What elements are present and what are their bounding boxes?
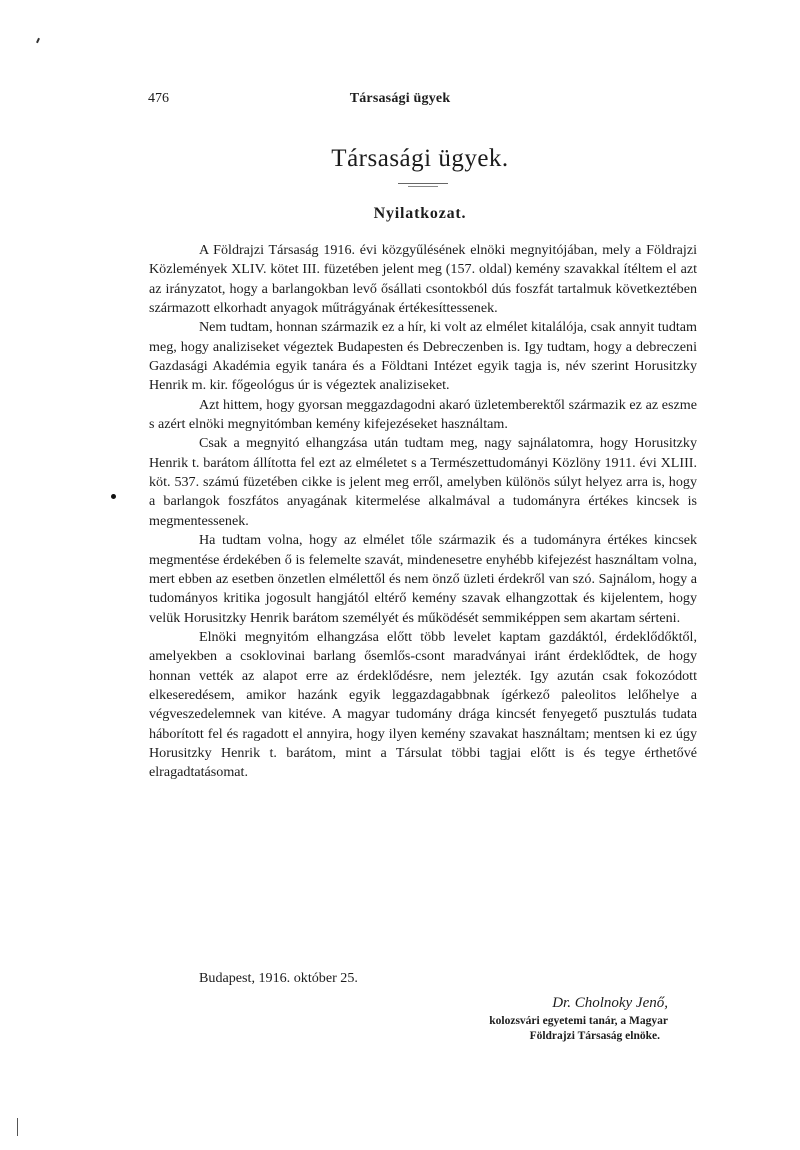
- article-body: [149, 241, 697, 783]
- scan-mark-top: [36, 38, 40, 43]
- paragraph-3: Azt hittem, hogy gyorsan meggazdagodni akaró üzletemberektől származik ez az eszme s azért elnöki megnyitómban kemény kifejezéseket használtam.: [149, 396, 697, 433]
- paragraph-5: Ha tudtam volna, hogy az elmélet tőle származik és a tudományra értékes kincsek megmentése érdekében ő is felemelte szavát, mindenesetre enyhébb kifejezést használtam volna, mert ebben az esetben önzetlen elmélettől és nem önző üzleti érdekről van szó. Sajnálom, hogy a tudományos kritika jogosult hangjától eltérő kemény szavak elhangzottak és kijelentem, hogy velük Horusitzky Henrik barátom személyét és működését semmiképpen sem akartam sérteni.: [149, 532, 697, 626]
- scan-speck: [111, 494, 116, 499]
- signature-name: Dr. Cholnoky Jenő,: [552, 995, 668, 1011]
- paragraph-4: Csak a megnyitó elhangzása után tudtam meg, nagy sajnálatomra, hogy Horusitzky Henrik t. barátom állította fel ezt az elméletet s a Természettudományi Közlöny 1911. évi XLIII. köt. 537. számú füzetében cikke is jelent meg erről, amelyben különös súlyt helyez arra is, hogy a barlangok foszfátos anyagának kitermelése alkalmával a tudományra értékes kincsek is megmentessenek.: [149, 435, 697, 529]
- page-number: 476: [148, 91, 169, 106]
- signature-title-line-2: Földrajzi Társaság elnöke.: [529, 1030, 660, 1042]
- paragraph-6: Elnöki megnyitóm elhangzása előtt több levelet kaptam gazdáktól, érdeklődőktől, amelyekben a csoklovinai barlang ősemlős-csont maradványai iránt érdeklődtek, de hogy honnan vették az alapot erre az érdeklődésre, nem jelezték. Igy azután csak fokozódott elkeseredésem, amikor hazánk egyik leggazdagabbnak ígérkező paleolitos lelőhelye a végveszedelemnek van kitéve. A magyar tudomány drága kincsét fenyegető pusztulás tudata háborított fel és ragadott el annyira, hogy ilyen kemény szavakat használtam; mentsen ki ez úgy Horusitzky Henrik t. barátom, mint a Társulat többi tagjai előtt is és tegye érthetővé elragadtatásomat.: [149, 628, 697, 781]
- running-head: Társasági ügyek: [349, 91, 451, 106]
- paragraph-2: Nem tudtam, honnan származik ez a hír, ki volt az elmélet kitalálója, csak annyit tudtam meg, hogy analiziseket végeztek Budapesten és Debreczenben is. Igy tudtam, hogy a debreczeni Gazdasági Akadémia egyik tanára és a Földtani Intézet egyik tagja is, név szerint Horusitzky Henrik m. kir. főgeológus úr is végeztek analiziseket.: [149, 319, 697, 394]
- title-divider-short: [408, 186, 438, 187]
- page-title: Társasági ügyek.: [331, 145, 509, 172]
- scan-mark-left: [17, 1118, 18, 1136]
- title-divider: [398, 183, 448, 184]
- signature-title-line-1: kolozsvári egyetemi tanár, a Magyar: [489, 1015, 668, 1027]
- section-title: Nyilatkozat.: [373, 205, 467, 222]
- paragraph-1: A Földrajzi Társaság 1916. évi közgyűlésének elnöki megnyitójában, mely a Földrajzi Közlemények XLIV. kötet III. füzetében jelent meg (157. oldal) kemény szavakkal ítéltem el azt az irányzatot, hogy a barlangokban levő ősállati csontokból dús foszfát tartalmuk következtében származott elkorhadt anyagok műtrágyának értékesíttessenek.: [149, 242, 697, 317]
- dateline: Budapest, 1916. október 25.: [199, 970, 358, 986]
